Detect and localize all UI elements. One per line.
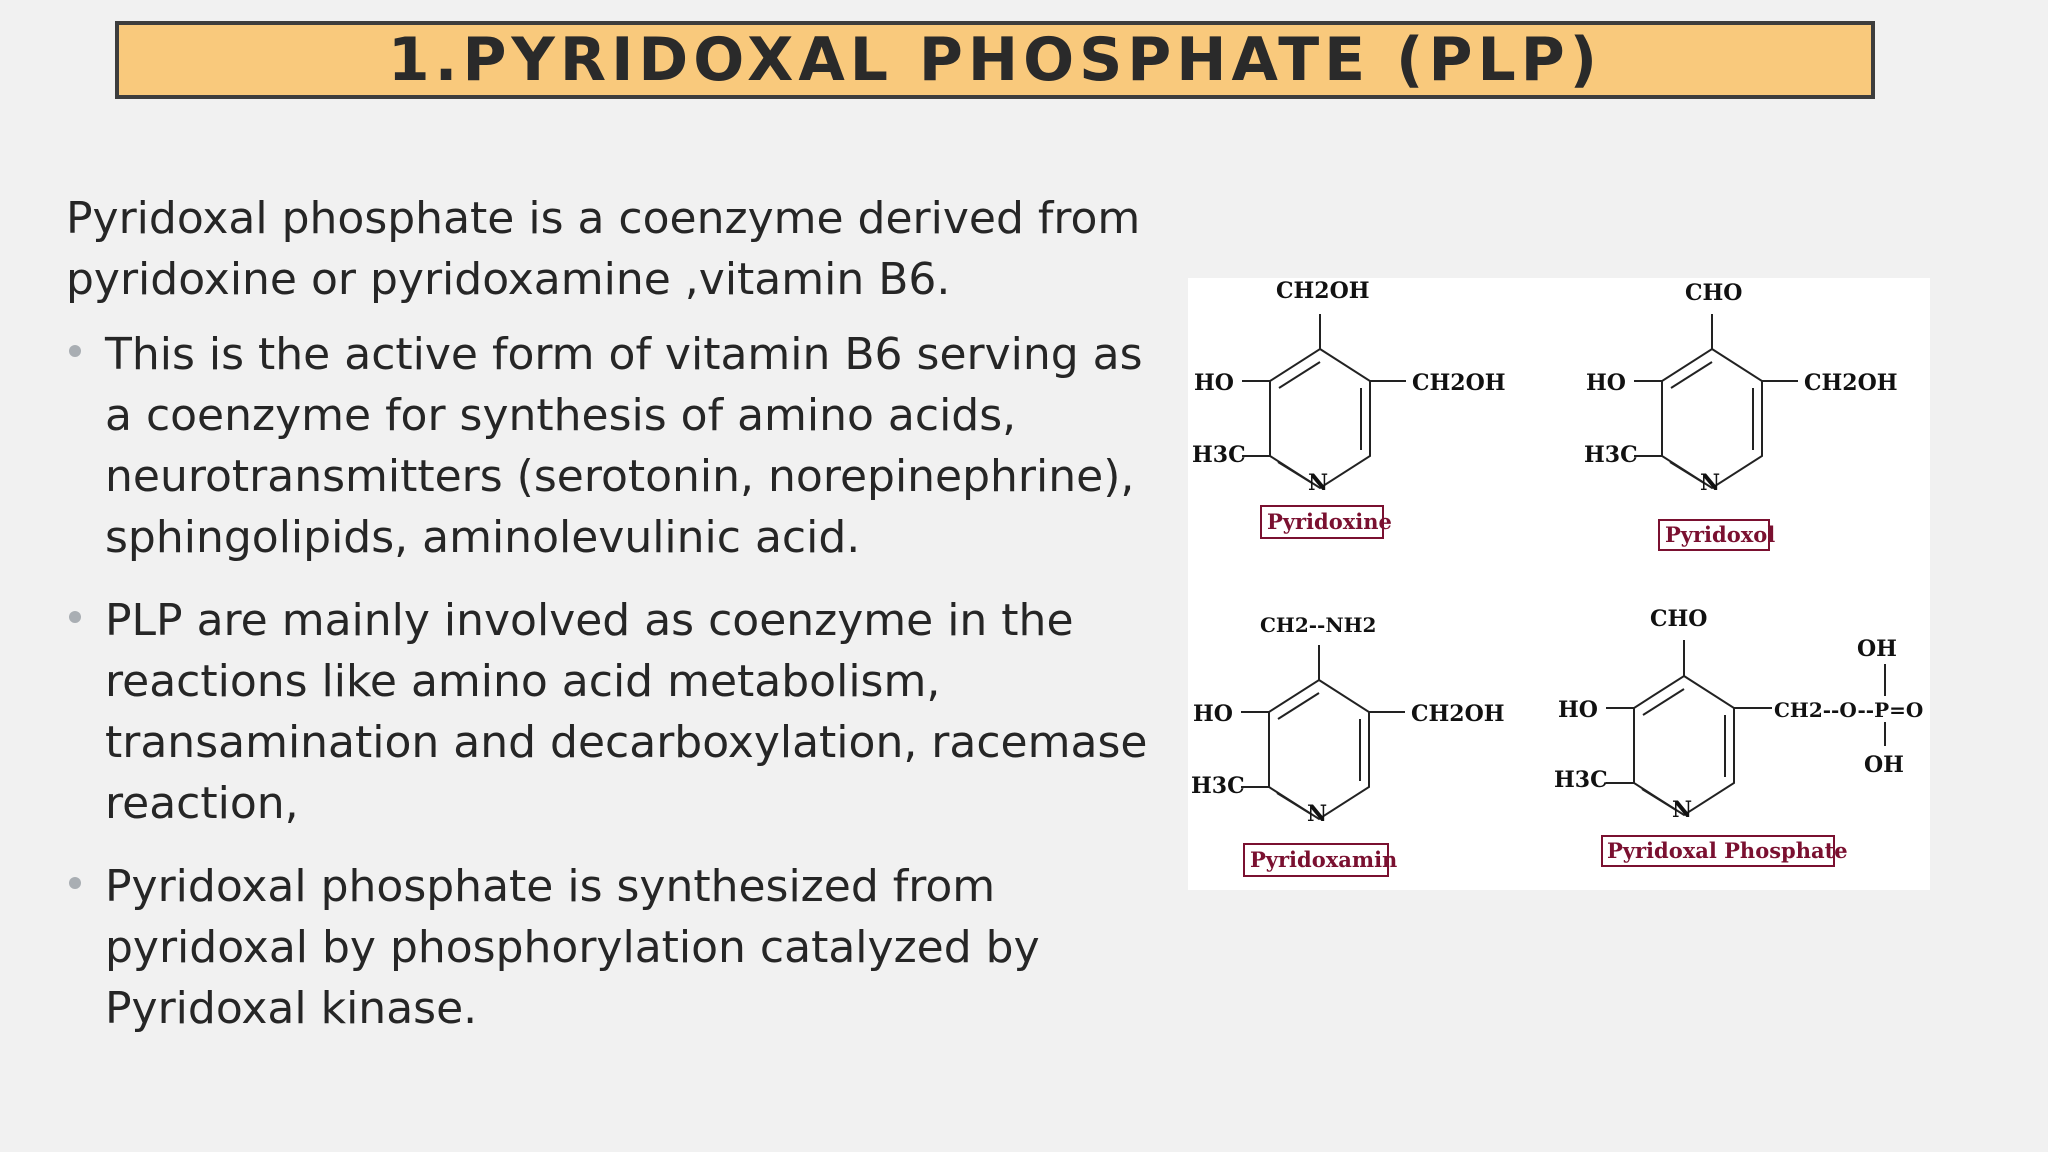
substituent-left: HO (1558, 697, 1598, 723)
double-bond (1278, 693, 1319, 719)
bullet-item (66, 590, 1166, 834)
structure-caption: Pyridoxine (1267, 509, 1392, 534)
double-bond (1277, 793, 1311, 814)
structures-svg (1188, 278, 1930, 890)
substituent-left: HO (1193, 701, 1233, 727)
substituent-right: CH2OH (1412, 370, 1506, 396)
substituent-left: HO (1194, 370, 1234, 396)
structure-pyridoxamin (1191, 613, 1505, 876)
bullet-dot-icon (69, 877, 81, 889)
substituent-methyl: H3C (1192, 442, 1246, 468)
substituent-left: HO (1586, 370, 1626, 396)
double-bond (1279, 362, 1320, 388)
substituent-top: CH2OH (1276, 278, 1370, 304)
double-bond (1670, 462, 1704, 483)
structure-caption: Pyridoxol (1665, 522, 1776, 547)
phosphate-oh-bottom: OH (1864, 752, 1904, 778)
substituent-methyl: H3C (1191, 773, 1245, 799)
substituent-methyl: H3C (1554, 767, 1608, 793)
substituent-top: CHO (1650, 606, 1708, 632)
intro-paragraph: Pyridoxal phosphate is a coenzyme derived from pyridoxine or pyridoxamine ,vitamin B6. (66, 193, 1141, 305)
substituent-top: CHO (1685, 280, 1743, 306)
slide-title: 1.PYRIDOXAL PHOSPHATE (PLP) (387, 25, 1603, 95)
bullet-item (66, 324, 1166, 568)
bullet-text: This is the active form of vitamin B6 serving as a coenzyme for synthesis of amino acids, neurotransmitters (serotonin, norepinephrine), sphingolipids, aminolevulinic acid. (105, 329, 1143, 563)
double-bond (1642, 789, 1676, 810)
title-bar (115, 21, 1875, 99)
phosphate-oh-top: OH (1857, 636, 1897, 662)
double-bond (1671, 362, 1712, 388)
substituent-right: CH2OH (1804, 370, 1898, 396)
bullet-text: Pyridoxal phosphate is synthesized from pyridoxal by phosphorylation catalyzed by Pyridoxal kinase. (105, 861, 1040, 1034)
structure-caption: Pyridoxamin (1250, 847, 1398, 872)
bullet-text: PLP are mainly involved as coenzyme in the reactions like amino acid metabolism, transamination and decarboxylation, racemase reaction, (105, 595, 1148, 829)
structure-caption: Pyridoxal Phosphate (1607, 838, 1848, 863)
structure-pyridoxal-phosphate (1554, 606, 1923, 866)
double-bond (1643, 689, 1684, 715)
substituent-right: CH2OH (1411, 701, 1505, 727)
ring-nitrogen: N (1672, 797, 1693, 823)
ring-nitrogen: N (1700, 470, 1721, 496)
substituent-top: CH2--NH2 (1260, 613, 1377, 637)
structure-pyridoxine (1192, 278, 1506, 538)
vitamin-b6-structures-figure (1188, 278, 1930, 890)
structure-pyridoxol (1584, 280, 1898, 550)
substituent-right: CH2--O--P=O (1774, 698, 1924, 722)
bullet-item (66, 856, 1166, 1039)
bullet-list (66, 324, 1166, 1039)
bullet-dot-icon (69, 345, 81, 357)
bullet-dot-icon (69, 611, 81, 623)
substituent-methyl: H3C (1584, 442, 1638, 468)
ring-nitrogen: N (1307, 801, 1328, 827)
body-text (66, 188, 1166, 1061)
ring-nitrogen: N (1308, 470, 1329, 496)
double-bond (1278, 462, 1312, 483)
